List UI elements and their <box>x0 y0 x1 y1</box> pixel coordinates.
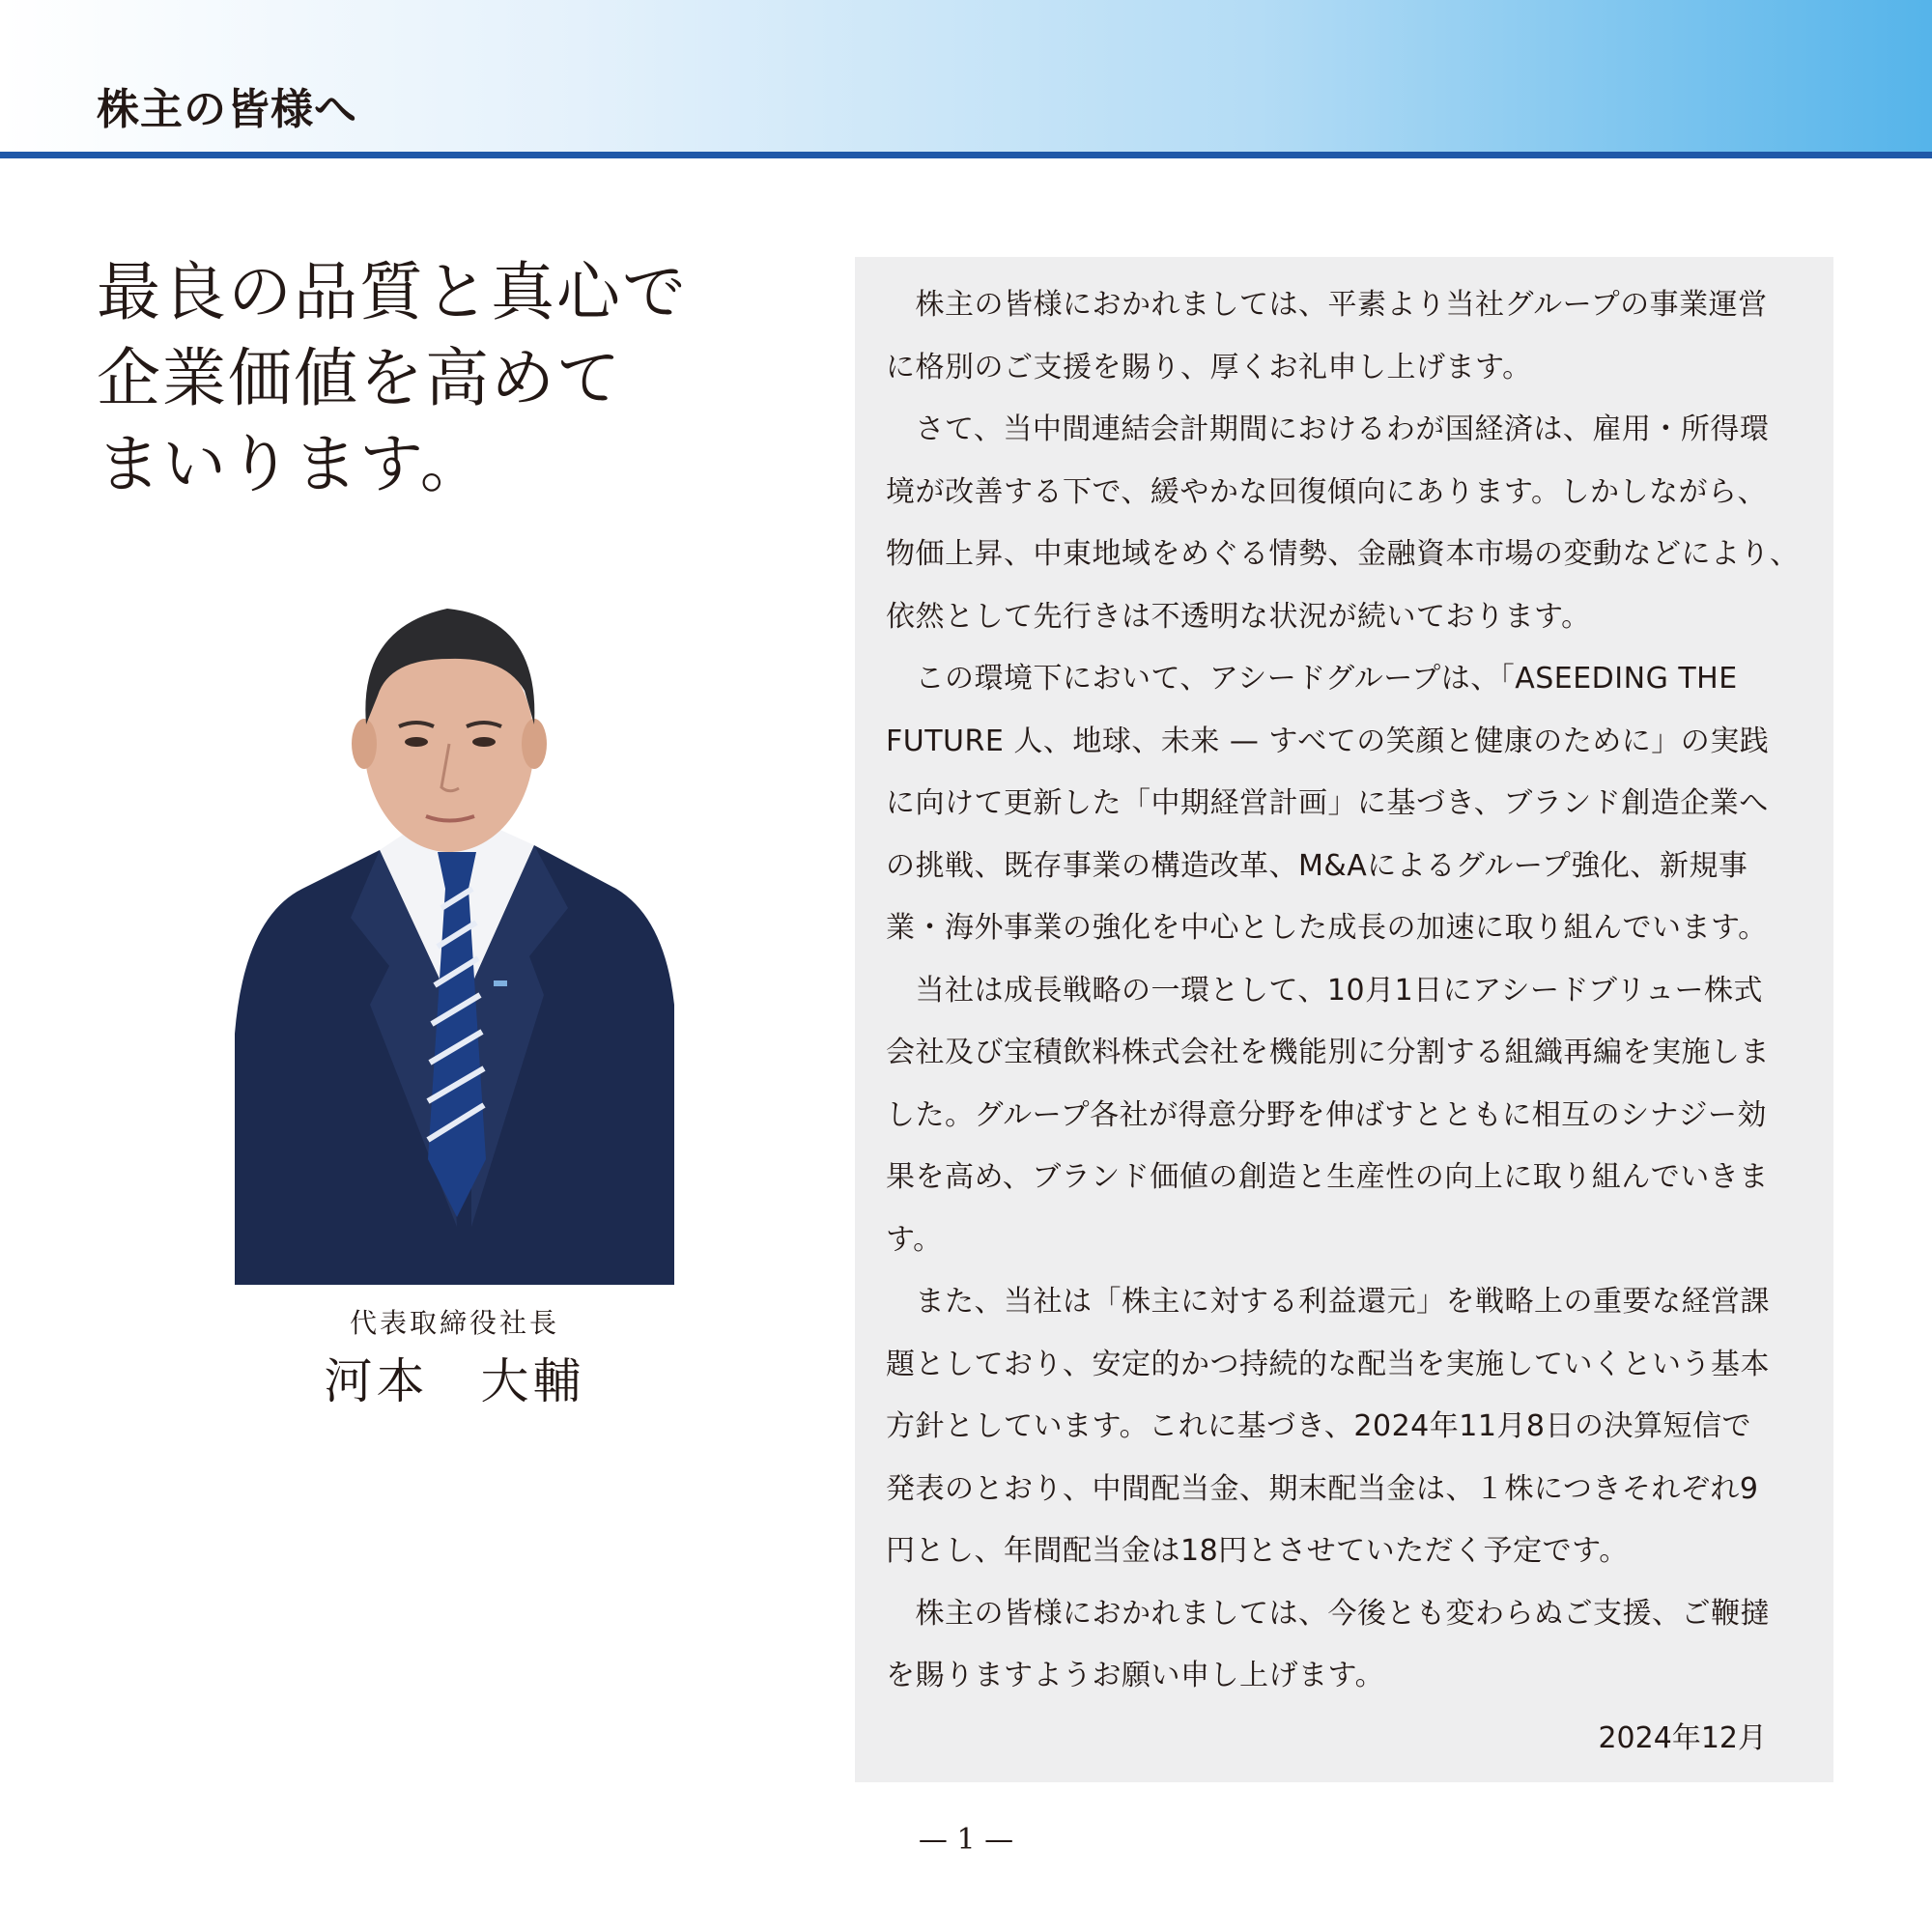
message-line: に格別のご支援を賜り、厚くお礼申し上げます。 <box>886 350 1532 384</box>
message-text <box>886 274 1813 1770</box>
message-line: 果を高め、ブランド価値の創造と生産性の向上に取り組んでいきま <box>886 1160 1769 1194</box>
headline-line-3: まいります。 <box>97 427 486 501</box>
message-line: この環境下において、アシードグループは、「ASEEDING THE <box>886 662 1738 696</box>
message-line: す。 <box>886 1222 943 1257</box>
message-line: 物価上昇、中東地域をめぐる情勢、金融資本市場の変動などにより、 <box>886 537 1800 571</box>
message-line: した。グループ各社が得意分野を伸ばすとともに相互のシナジー効 <box>886 1097 1767 1132</box>
message-line: 会社及び宝積飲料株式会社を機能別に分割する組織再編を実施しま <box>886 1036 1770 1069</box>
message-line: 発表のとおり、中間配当金、期末配当金は、１株につきそれぞれ9 <box>886 1471 1759 1506</box>
message-date: 2024年12月 <box>1598 1720 1767 1755</box>
message-line: 依然として先行きは不透明な状況が続いております。 <box>886 599 1591 634</box>
message-line: また、当社は「株主に対する利益還元」を戦略上の重要な経営課 <box>886 1285 1770 1319</box>
header-divider <box>0 152 1932 158</box>
headline <box>97 249 773 507</box>
page-title: 株主の皆様へ <box>97 85 357 134</box>
message-line: の挑戦、既存事業の構造改革、M&Aによるグループ強化、新規事 <box>886 848 1748 883</box>
message-line: 当社は成長戦略の一環として、10月1日にアシードブリュー株式 <box>886 973 1763 1008</box>
message-line: さて、当中間連結会計期間におけるわが国経済は、雇用・所得環 <box>886 412 1770 446</box>
president-role: 代表取締役社長 <box>349 1307 559 1339</box>
president-photo <box>235 599 674 1285</box>
message-line: 円とし、年間配当金は18円とさせていただく予定です。 <box>886 1534 1629 1568</box>
message-line: 境が改善する下で、緩やかな回復傾向にあります。しかしながら、 <box>886 474 1767 509</box>
message-line: 株主の皆様におかれましては、今後とも変わらぬご支援、ご鞭撻 <box>886 1596 1770 1631</box>
message-line: 株主の皆様におかれましては、平素より当社グループの事業運営 <box>886 288 1768 322</box>
president-name: 河本 大輔 <box>324 1353 585 1409</box>
page-number: — 1 — <box>918 1823 1014 1857</box>
message-line: FUTURE 人、地球、未来 — すべての笑顔と健康のために」の実践 <box>886 724 1770 758</box>
message-line: を賜りますようお願い申し上げます。 <box>886 1659 1385 1692</box>
headline-line-1: 最良の品質と真心で <box>97 255 688 329</box>
message-line: に向けて更新した「中期経営計画」に基づき、ブランド創造企業へ <box>886 786 1769 820</box>
message-line: 方針としています。これに基づき、2024年11月8日の決算短信で <box>886 1409 1752 1443</box>
message-line: 題としており、安定的かつ持続的な配当を実施していくという基本 <box>886 1347 1770 1381</box>
headline-line-2: 企業価値を高めて <box>97 341 622 415</box>
message-line: 業・海外事業の強化を中心とした成長の加速に取り組んでいます。 <box>886 911 1768 945</box>
